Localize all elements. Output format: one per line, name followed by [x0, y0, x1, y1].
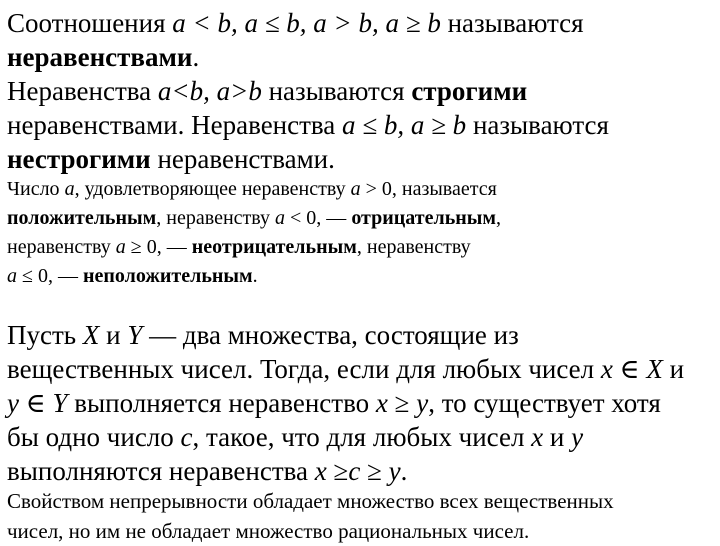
math: x	[375, 388, 388, 418]
text: , то существует хотя	[428, 388, 661, 418]
math: a	[64, 178, 75, 200]
paragraph-continuity-axiom	[7, 318, 684, 488]
math: a	[115, 236, 126, 258]
math: Y	[52, 388, 68, 418]
text-line	[7, 233, 501, 262]
math: c	[180, 422, 193, 452]
text-line	[7, 6, 609, 40]
math: a ≤ b, a ≥ b	[342, 110, 467, 140]
text: ,	[496, 207, 502, 229]
text: неравенствами.	[150, 144, 335, 174]
text: — два множества, состоящие из	[142, 320, 519, 350]
text: > 0, называется	[360, 178, 497, 200]
text: называются	[440, 8, 584, 38]
text: ≥ 0, —	[125, 236, 192, 258]
math: y	[416, 388, 429, 418]
math: a	[350, 178, 361, 200]
text: выполняется неравенство	[67, 388, 376, 418]
text: , удовлетворяющее неравенству	[74, 178, 351, 200]
math: y	[571, 422, 584, 452]
text-line: чисел, но им не обладает множество рациональных чисел.	[7, 519, 530, 543]
text: < 0, —	[285, 207, 352, 229]
text: неравенствами. Неравенства	[7, 110, 343, 140]
math: a<b, a>b	[157, 76, 262, 106]
math: c	[348, 456, 361, 486]
text: Соотношения	[7, 8, 173, 38]
text-line	[7, 318, 684, 352]
text: .	[192, 42, 200, 72]
text: , неравенству	[356, 236, 471, 258]
text: , неравенству	[156, 207, 276, 229]
math: X	[82, 320, 100, 350]
text: бы одно число	[7, 422, 181, 452]
text: и	[662, 354, 685, 384]
text: называются	[466, 110, 609, 140]
math: Y	[127, 320, 143, 350]
text-line	[7, 142, 609, 176]
text: и	[99, 320, 128, 350]
bold-term: строгими	[411, 76, 528, 106]
math: x	[600, 354, 613, 384]
paragraph-continuity-property	[7, 486, 614, 546]
bold-term: нестрогими	[7, 144, 151, 174]
text: выполняются неравенства	[7, 456, 315, 486]
text: , такое, что для любых чисел	[192, 422, 532, 452]
math: a < b, a ≤ b, a > b, a ≥ b	[172, 8, 441, 38]
math: x	[531, 422, 544, 452]
text: ≥	[360, 456, 389, 486]
text: и	[543, 422, 572, 452]
bold-term: неравенствами	[7, 42, 193, 72]
text: неравенству	[7, 236, 116, 258]
text-line: Свойством непрерывности обладает множество всех вещественных	[7, 489, 614, 513]
math: a	[7, 265, 17, 287]
bold-term: отрицательным	[351, 207, 497, 229]
text: Неравенства	[7, 76, 158, 106]
math: y	[388, 456, 401, 486]
text-line	[7, 386, 684, 420]
text: называются	[261, 76, 412, 106]
text-line	[7, 262, 501, 291]
text: ≥	[326, 456, 349, 486]
text-line	[7, 352, 684, 386]
text: Пусть	[7, 320, 83, 350]
text: ∈	[18, 388, 53, 418]
bold-term: неотрицательным	[191, 236, 357, 258]
text: ∈	[612, 354, 647, 384]
paragraph-inequality-definitions	[7, 6, 609, 176]
text-line	[7, 204, 501, 233]
text: .	[400, 456, 408, 486]
text-line	[7, 74, 609, 108]
math: x	[314, 456, 327, 486]
text-line	[7, 454, 684, 488]
math: a	[275, 207, 286, 229]
math: X	[646, 354, 663, 384]
text-line	[7, 175, 501, 204]
text-line	[7, 420, 684, 454]
text-line	[7, 108, 609, 142]
text: .	[252, 265, 258, 287]
paragraph-sign-definitions	[7, 175, 501, 291]
text: ≥	[387, 388, 417, 418]
text: вещественных чисел. Тогда, если для любых чисел	[7, 354, 601, 384]
bold-term: неположительным	[82, 265, 253, 287]
text-line	[7, 40, 609, 74]
text: ≤ 0, —	[17, 265, 83, 287]
math: y	[7, 388, 19, 418]
text: Число	[7, 178, 65, 200]
bold-term: положительным	[7, 207, 157, 229]
